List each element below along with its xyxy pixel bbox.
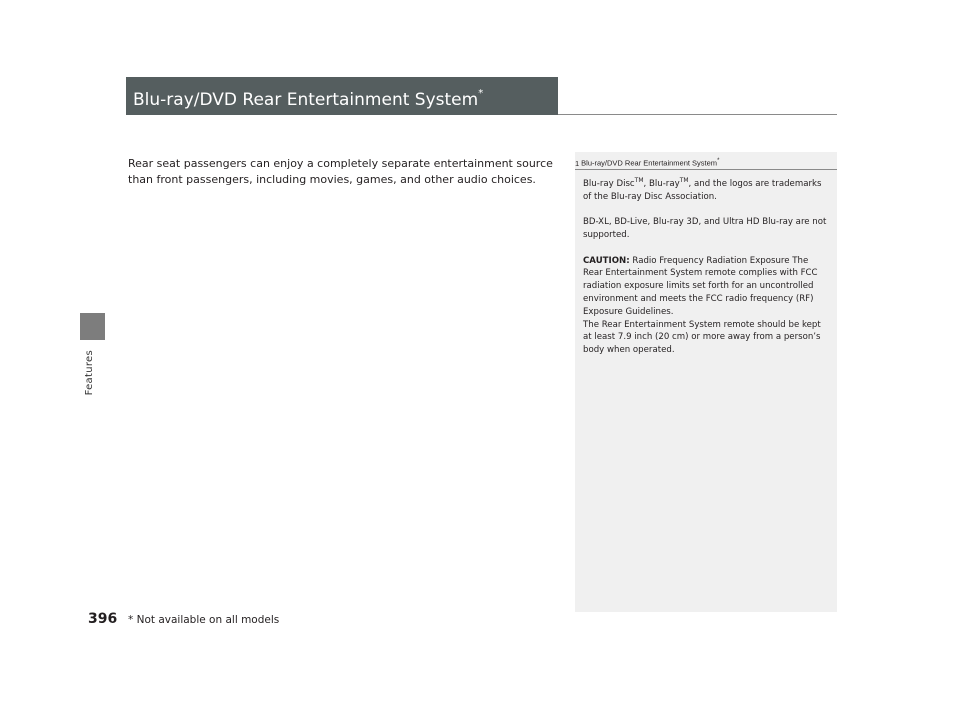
intro-paragraph: Rear seat passengers can enjoy a completely separate entertainment source than front passengers, including movies, games, and other audio choices. [128, 157, 553, 186]
sidebar-heading [575, 156, 837, 169]
trademark-symbol-2: TM [679, 177, 689, 184]
sidebar-body [583, 175, 829, 357]
page-number: 396 [88, 611, 118, 627]
trademark-text-1: Blu-ray Disc [583, 178, 635, 189]
title-divider [558, 114, 837, 115]
sidebar-heading-divider [575, 169, 837, 170]
title-footnote-mark: * [478, 88, 484, 99]
caution-label: CAUTION: [583, 255, 630, 266]
page-title [126, 77, 558, 115]
reference-mark: 1 [575, 158, 580, 168]
caution-text: Radio Frequency Radiation Exposure The Rear Entertainment System remote complies with FCC radiation exposure limits set forth for an uncontrolled environment and meets the FCC radio frequency (RF) Exposure Guidelines. [583, 255, 818, 317]
page-title-text: Blu-ray/DVD Rear Entertainment System [133, 90, 479, 110]
sidebar-heading-text: Blu-ray/DVD Rear Entertainment System [581, 158, 718, 168]
trademark-symbol-1: TM [634, 177, 644, 184]
distance-note: The Rear Entertainment System remote should be kept at least 7.9 inch (20 cm) or more away from a person’s body when operated. [583, 319, 821, 356]
trademark-text-2: , Blu-ray [643, 178, 680, 189]
unsupported-formats-note: BD-XL, BD-Live, Blu-ray 3D, and Ultra HD Blu-ray are not supported. [583, 217, 827, 241]
section-label: Features [84, 350, 95, 396]
section-tab [80, 313, 105, 340]
caution-note [583, 255, 829, 319]
trademark-text-3: , and the logos are trademarks of the Blu-ray Disc Association. [583, 178, 822, 202]
trademark-note [583, 175, 829, 203]
sidebar-heading-footnote-mark: * [717, 158, 720, 164]
footnote: * Not available on all models [128, 614, 280, 626]
